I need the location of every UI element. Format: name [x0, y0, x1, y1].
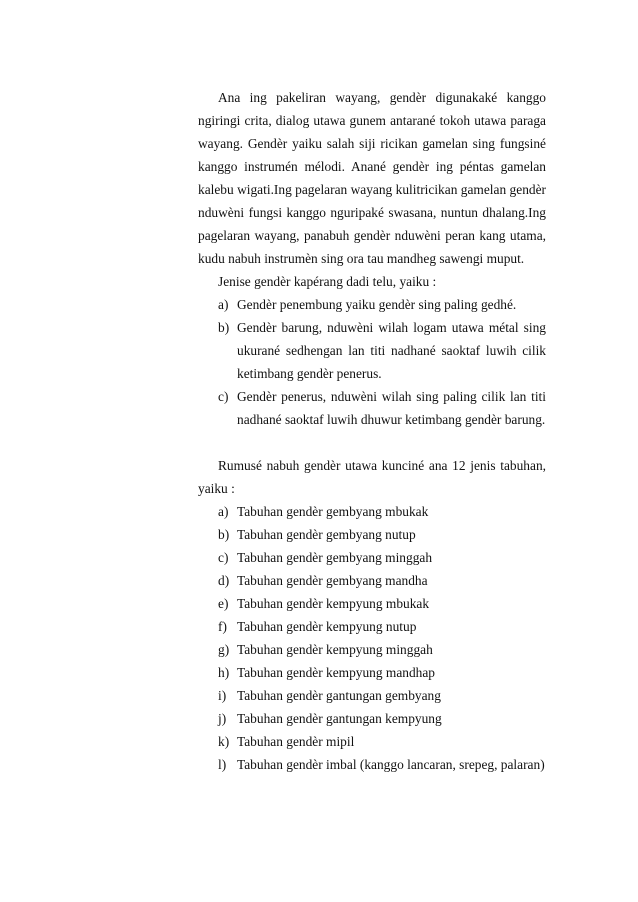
list-marker: a)	[218, 297, 229, 312]
document-body	[198, 86, 546, 776]
list-item	[198, 707, 546, 730]
list-item-text: Tabuhan gendèr gantungan kempyung	[237, 711, 442, 726]
list-item	[198, 523, 546, 546]
list-marker: e)	[218, 596, 229, 611]
list-item-text: Gendèr penembung yaiku gendèr sing paling gedhé.	[237, 297, 517, 312]
list-item-text: Tabuhan gendèr kempyung minggah	[237, 642, 433, 657]
list-marker: b)	[218, 320, 230, 335]
list-marker: k)	[218, 734, 230, 749]
list-item	[198, 385, 546, 431]
list-marker: j)	[218, 711, 227, 726]
list-item	[198, 638, 546, 661]
list-marker: f)	[218, 619, 227, 634]
list-marker: a)	[218, 504, 229, 519]
list-item-text: Tabuhan gendèr gembyang mandha	[237, 573, 428, 588]
list-item-text: Tabuhan gendèr kempyung mandhap	[237, 665, 436, 680]
list-item	[198, 753, 546, 776]
list-marker: l)	[218, 757, 227, 772]
list-item	[198, 615, 546, 638]
list-item	[198, 316, 546, 385]
paragraph-rumuse-nabuh: Rumusé nabuh gendèr utawa kunciné ana 12 jenis tabuhan, yaiku :	[198, 458, 546, 496]
gender-types-list	[198, 293, 546, 431]
list-item	[198, 546, 546, 569]
list-item	[198, 592, 546, 615]
tabuhan-list	[198, 500, 546, 776]
section-gap	[198, 431, 546, 454]
list-item	[198, 293, 546, 316]
list-marker: c)	[218, 389, 229, 404]
list-item-text: Tabuhan gendèr imbal (kanggo lancaran, srepeg, palaran)	[237, 757, 545, 772]
list-item-text: Tabuhan gendèr gembyang minggah	[237, 550, 433, 565]
list-item-text: Tabuhan gendèr mipil	[237, 734, 355, 749]
list-marker: c)	[218, 550, 229, 565]
list-marker: d)	[218, 573, 230, 588]
list-marker: b)	[218, 527, 230, 542]
list-item	[198, 661, 546, 684]
list-marker: i)	[218, 688, 227, 703]
list-item-text: Tabuhan gendèr gembyang mbukak	[237, 504, 429, 519]
list-item-text: Gendèr barung, nduwèni wilah logam utawa métal sing ukurané sedhengan lan titi nadhané saoktaf luwih cilik ketimbang gendèr penerus.	[237, 320, 546, 381]
list-item	[198, 500, 546, 523]
list-item-text: Tabuhan gendèr kempyung nutup	[237, 619, 417, 634]
list-item-text: Gendèr penerus, nduwèni wilah sing paling cilik lan titi nadhané saoktaf luwih dhuwur ketimbang gendèr barung.	[237, 389, 546, 427]
list-item	[198, 569, 546, 592]
list-marker: g)	[218, 642, 230, 657]
list-item-text: Tabuhan gendèr gembyang nutup	[237, 527, 416, 542]
list-item-text: Tabuhan gendèr kempyung mbukak	[237, 596, 430, 611]
paragraph-pakeliran: Ana ing pakeliran wayang, gendèr digunakaké kanggo ngiringi crita, dialog utawa gunem antarané tokoh utawa paraga wayang. Gendèr yaiku salah siji ricikan gamelan sing fungsiné kanggo instrumén mélodi. Anané gendèr ing péntas gamelan kalebu wigati.Ing pagelaran wayang kulitricikan gamelan gendèr nduwèni fungsi kanggo nguripaké swasana, nuntun dhalang.Ing pagelaran wayang, panabuh gendèr nduwèni peran kang utama, kudu nabuh instrumèn sing ora tau mandheg sawengi muput.	[198, 90, 546, 266]
list-item-text: Tabuhan gendèr gantungan gembyang	[237, 688, 441, 703]
list-marker: h)	[218, 665, 230, 680]
list-item	[198, 730, 546, 753]
paragraph-jenise-gender: Jenise gendèr kapérang dadi telu, yaiku :	[218, 274, 437, 289]
list-item	[198, 684, 546, 707]
